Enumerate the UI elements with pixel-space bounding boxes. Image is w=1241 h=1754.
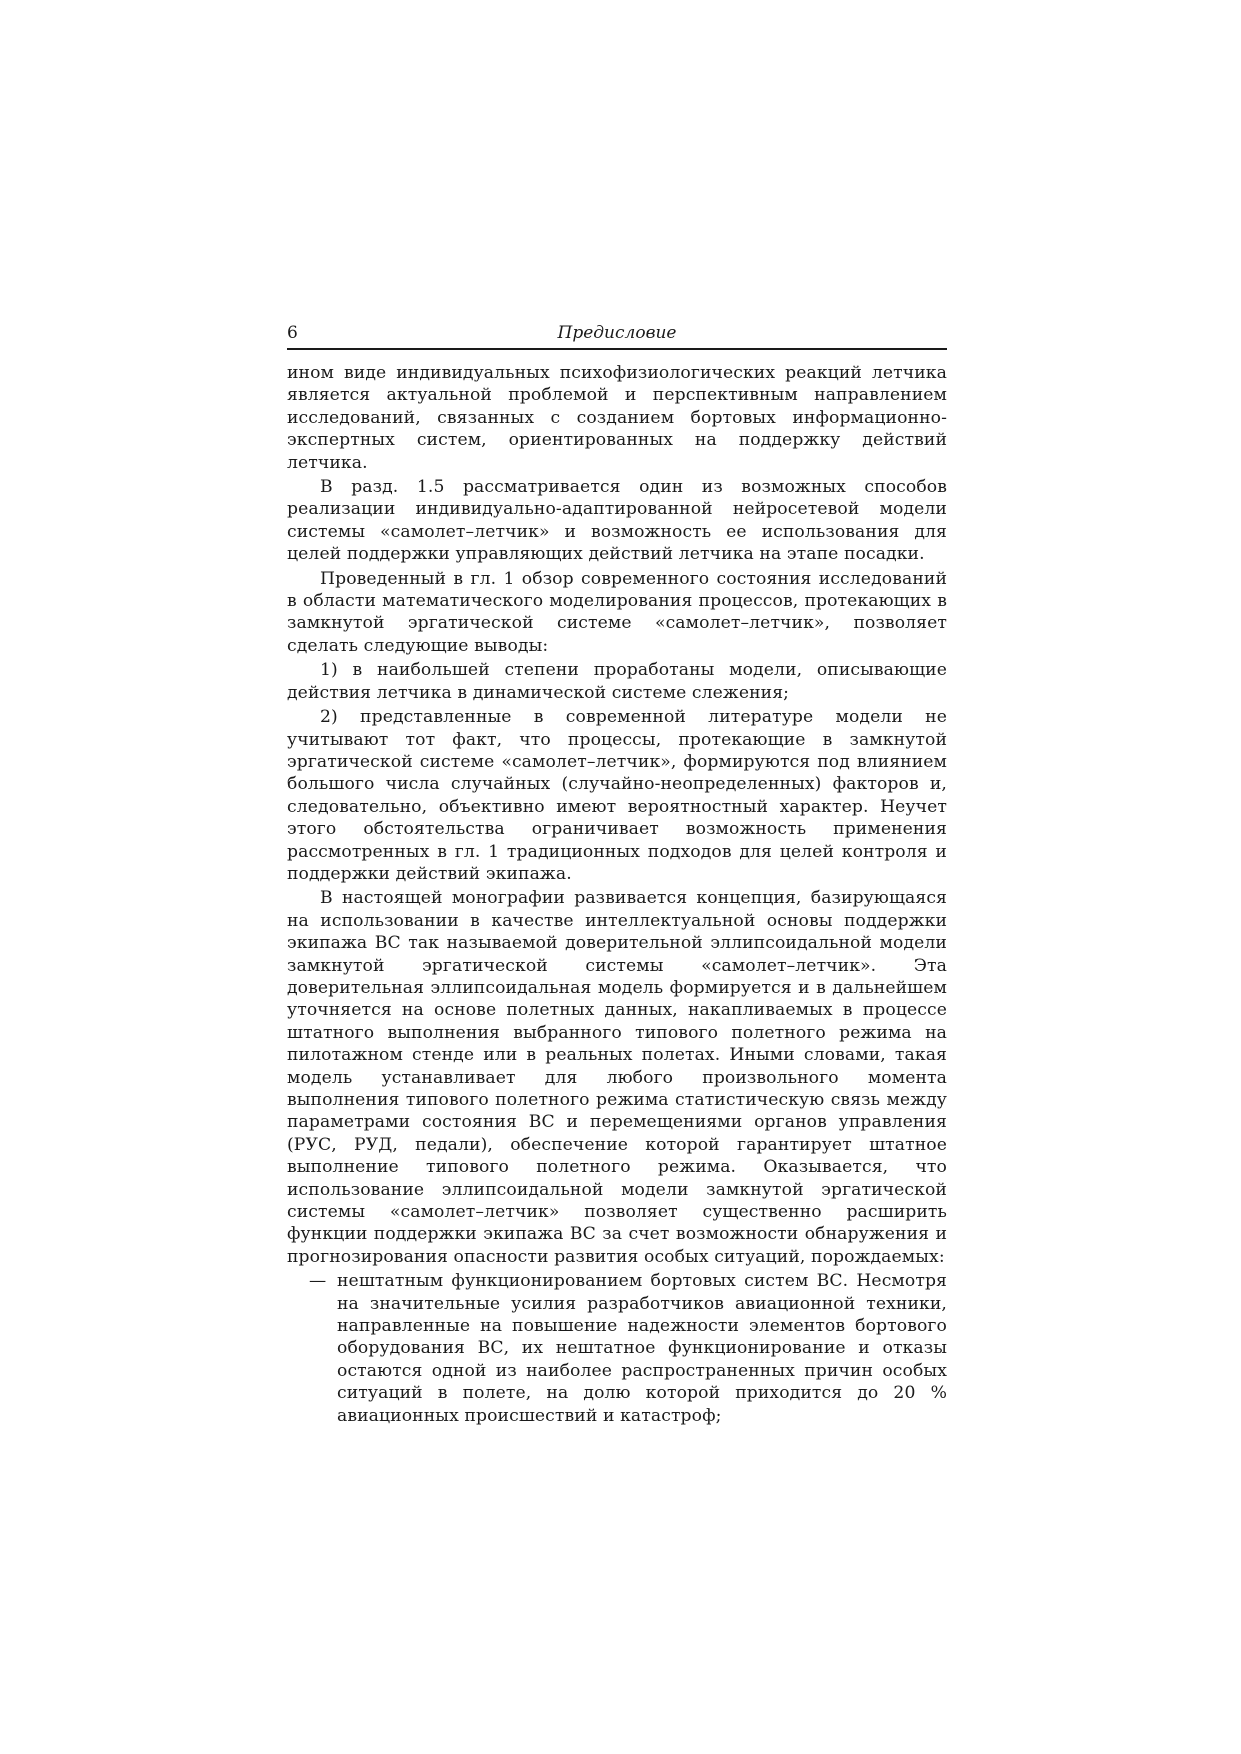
dash-list-item-text: нештатным функционированием бортовых систем ВС. Несмотря на значительные усилия разработчиков авиационной техники, направленные на повышение надежности элементов бортового оборудования ВС, их нештатное функционирование и отказы остаются одной из наиболее распространенных причин особых ситуаций в полете, на долю которой приходится до 20 % авиационных происшествий и катастроф; <box>337 1271 947 1426</box>
body-text <box>287 362 947 1427</box>
paragraph-continuation: ином виде индивидуальных психофизиологических реакций летчика является актуальной проблемой и перспективным направлением исследований, связанных с созданием бортовых информационно-экспертных систем, ориентированных на поддержку действий летчика. <box>287 363 947 473</box>
dash-list-item <box>287 1270 947 1427</box>
book-page <box>287 322 947 1427</box>
paragraph-concept: В настоящей монографии развивается концепция, базирующаяся на использовании в качестве интеллектуальной основы поддержки экипажа ВС так называемой доверительной эллипсоидальной модели замкнутой эргатической системы «самолет–летчик». Эта доверительная эллипсоидальная модель формируется и в дальнейшем уточняется на основе полетных данных, накапливаемых в процессе штатного выполнения выбранного типового полетного режима на пилотажном стенде или в реальных полетах. Иными словами, такая модель устанавливает для любого произвольного момента выполнения типового полетного режима статистическую связь между параметрами состояния ВС и перемещениями органов управления (РУС, РУД, педали), обеспечение которой гарантирует штатное выполнение типового полетного режима. Оказывается, что использование эллипсоидальной модели замкнутой эргатической системы «самолет–летчик» позволяет существенно расширить функции поддержки экипажа ВС за счет возможности обнаружения и прогнозирования опасности развития особых ситуаций, порождаемых: <box>287 888 947 1267</box>
paragraph-conclusions-intro: Проведенный в гл. 1 обзор современного состояния исследований в области математического моделирования процессов, протекающих в замкнутой эргатической системе «самолет–летчик», позволяет сделать следующие выводы: <box>287 568 947 656</box>
running-head <box>287 322 947 350</box>
paragraph-section-1-5: В разд. 1.5 рассматривается один из возможных способов реализации индивидуально-адаптированной нейросетевой модели системы «самолет–летчик» и возможность ее использования для целей поддержки управляющих действий летчика на этапе посадки. <box>287 477 947 565</box>
conclusion-item-1: 1) в наибольшей степени проработаны модели, описывающие действия летчика в динамической системе слежения; <box>287 660 947 703</box>
page-number: 6 <box>287 323 298 343</box>
section-title: Предисловие <box>557 323 677 343</box>
dash-bullet: — <box>309 1271 327 1292</box>
conclusion-item-2: 2) представленные в современной литературе модели не учитывают тот факт, что процессы, протекающие в замкнутой эргатической системе «самолет–летчик», формируются под влиянием большого числа случайных (случайно-неопределенных) факторов и, следовательно, объективно имеют вероятностный характер. Неучет этого обстоятельства ограничивает возможность применения рассмотренных в гл. 1 традиционных подходов для целей контроля и поддержки действий экипажа. <box>287 707 947 884</box>
